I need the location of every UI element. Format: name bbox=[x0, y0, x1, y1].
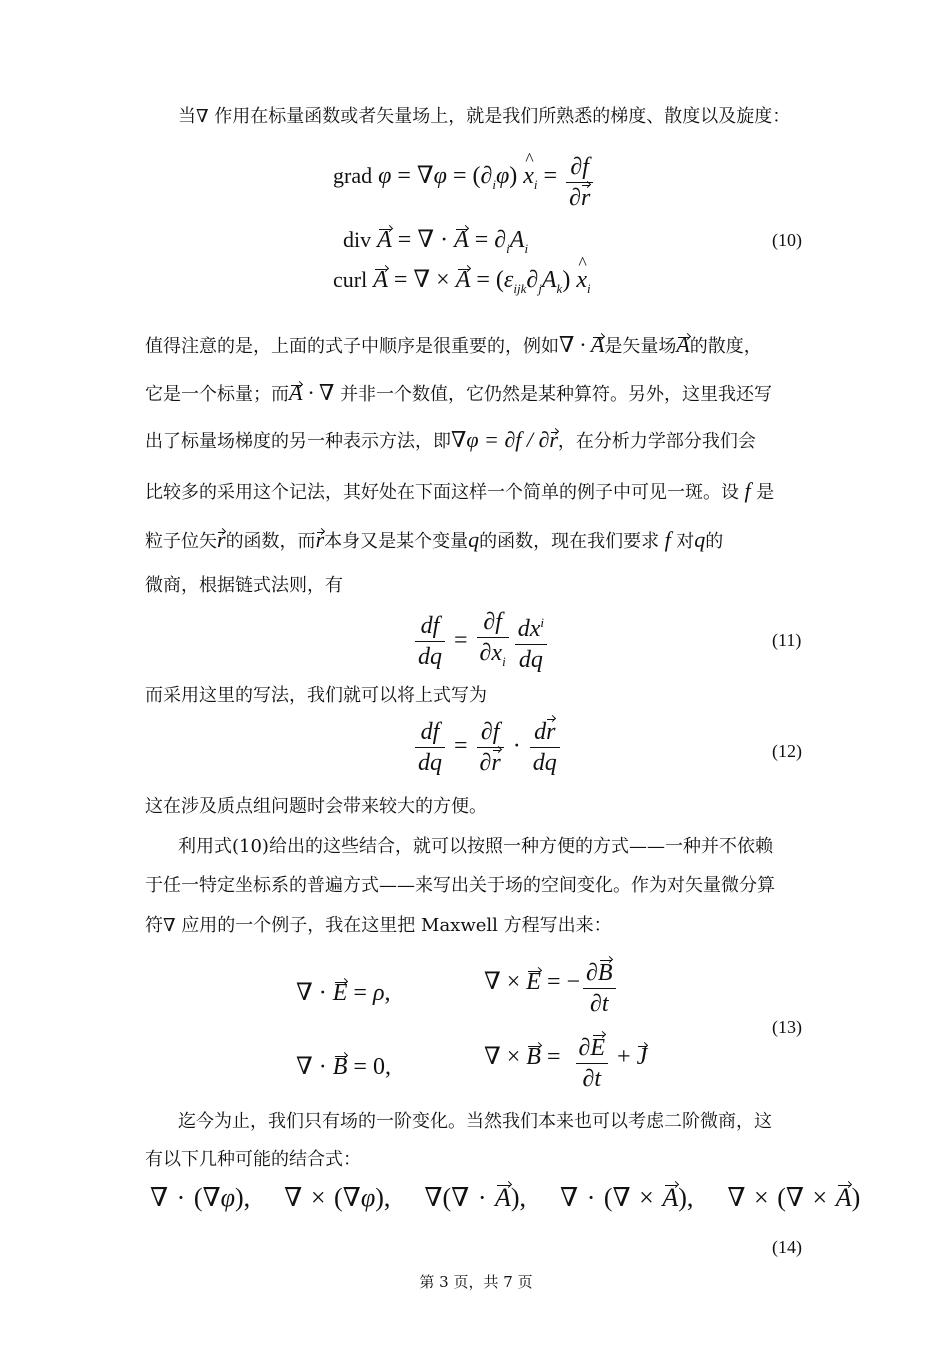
paragraph-line: 出了标量场梯度的另一种表示方法，即∇φ = ∂f / ∂r，在分析力学部分我们会 bbox=[145, 427, 756, 452]
equation-number-13: (13) bbox=[772, 1017, 802, 1037]
equation-number-10: (10) bbox=[772, 230, 802, 250]
equation-divergence: div A = ∇ · $A = \partial_iA_i$ bbox=[343, 227, 529, 256]
page-footer: 第 3 页，共 7 页 bbox=[419, 1273, 533, 1291]
paragraph-line: 比较多的采用这个记法，其好处在下面这样一个简单的例子中可见一斑。设 f 是 bbox=[145, 478, 775, 503]
paragraph-line: 这在涉及质点组问题时会带来较大的方便。 bbox=[145, 796, 487, 817]
equation-number-14: (14) bbox=[772, 1237, 802, 1257]
paragraph-line: 利用式(10)给出的这些结合，就可以按照一种方便的方式——一种并不依赖 bbox=[178, 836, 773, 857]
equation-number-11: (11) bbox=[772, 630, 802, 650]
paragraph-line: 值得注意的是，上面的式子中顺序是很重要的，例如∇ · A是矢量场A的散度， bbox=[145, 332, 762, 357]
equation-number-12: (12) bbox=[772, 741, 802, 761]
paragraph-line: 而采用这里的写法，我们就可以将上式写为 bbox=[145, 685, 487, 706]
paragraph-line: 符∇ 应用的一个例子，我在这里把 Maxwell 方程写出来： bbox=[145, 915, 612, 936]
paragraph-line: 微商，根据链式法则，有 bbox=[145, 575, 343, 596]
paragraph-line: 它是一个标量；而A · ∇ 并非一个数值，它仍然是某种算符。另外，这里我还写 bbox=[145, 380, 773, 405]
intro-text: 当∇ 作用在标量函数或者矢量场上，就是我们所熟悉的梯度、散度以及旋度： bbox=[178, 106, 791, 127]
maxwell-gauss-e: ∇ · E = ρ, bbox=[296, 980, 391, 1006]
paragraph-line: 于任一特定坐标系的普遍方式——来写出关于场的空间变化。作为对矢量微分算 bbox=[145, 875, 775, 896]
maxwell-ampere: ∇ × B = $\frac{\partial E}{\partial t}$ + J bbox=[484, 1035, 648, 1092]
equation-gradient: grad $\varphi = \nabla\varphi = (\partial_i\varphi)$ ^ $x_i$ = $\frac{\partial f}{\partial r}$ bbox=[333, 152, 596, 213]
equation-chain-rule-vector: $\frac{df}{dq}$ = $\frac{\partial f}{\partial r}$ · $\frac{dr}{dq}$ bbox=[412, 717, 563, 778]
maxwell-faraday: ∇ × E = − $\frac{\partial B}{\partial t}$ bbox=[484, 958, 619, 1019]
second-derivative-combinations: ∇ · (∇φ), ∇ × (∇φ), ∇(∇ · A), ∇ · (∇ × A), ∇ × (∇ × A) bbox=[150, 1183, 861, 1212]
equation-curl: curl A = ∇ × $A = (\varepsilon_{ijk}\partial_jA_k)$ ^ $x_i$ bbox=[333, 265, 591, 297]
paragraph-line: 迄今为止，我们只有场的一阶变化。当然我们本来也可以考虑二阶微商，这 bbox=[178, 1111, 772, 1132]
paragraph-line: 粒子位矢r的函数，而r本身又是某个变量q的函数，现在我们要求 f 对q的 bbox=[145, 527, 724, 552]
maxwell-gauss-b: ∇ · B = 0, bbox=[296, 1054, 391, 1080]
paragraph-line: 有以下几种可能的结合式： bbox=[145, 1149, 361, 1170]
equation-chain-rule-components: $\frac{df}{dq}$ = $\frac{\partial f}{\partial x_i}$ $\frac{dx^i}{dq}$ bbox=[412, 607, 550, 677]
